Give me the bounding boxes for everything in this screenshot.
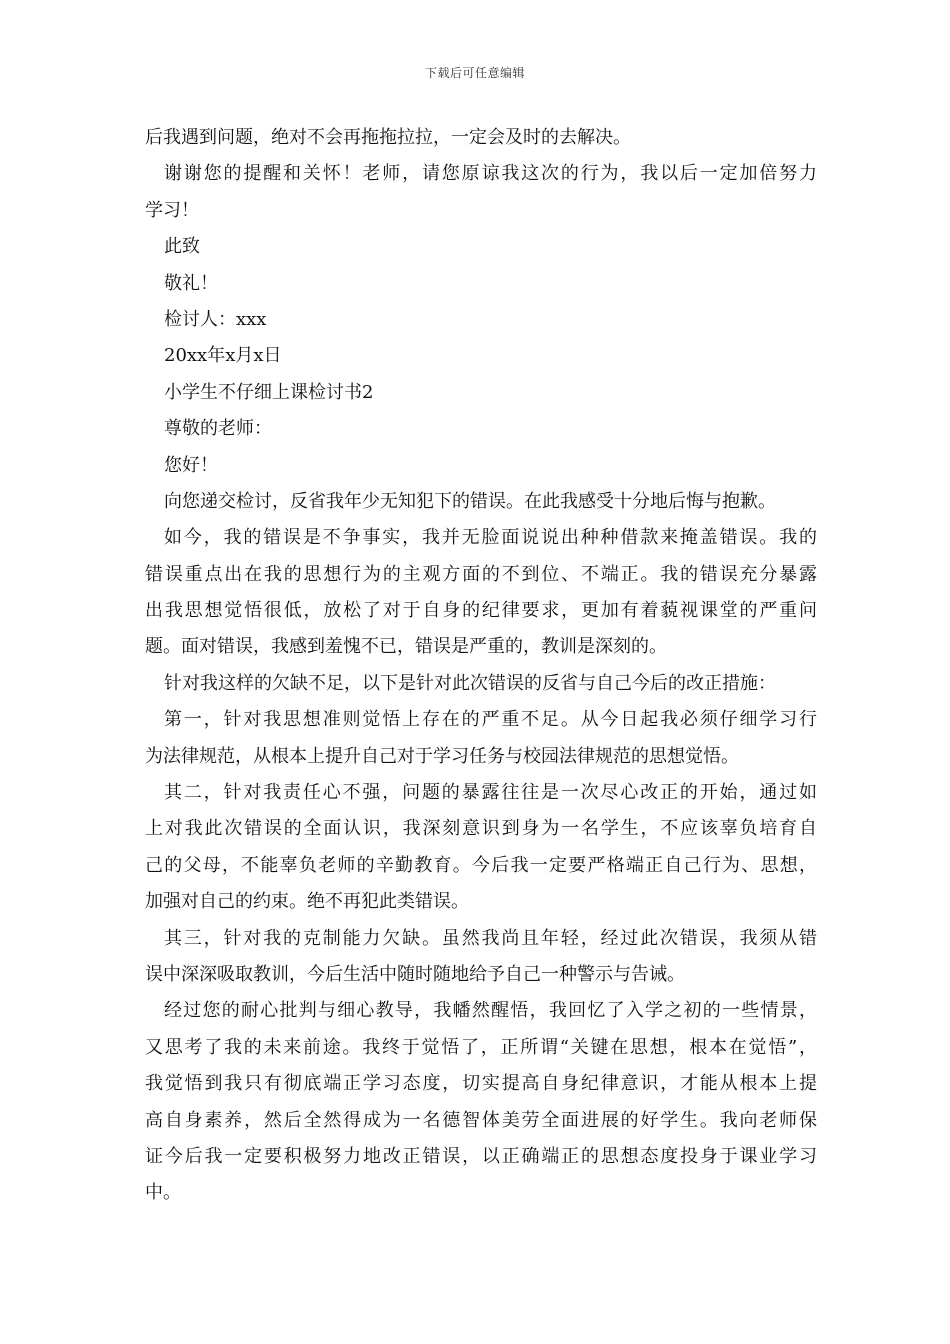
text-line: 证今后我一定要积极努力地改正错误，以正确端正的思想态度投身于课业学习 — [145, 1145, 817, 1167]
text-line: 第一，针对我思想准则觉悟上存在的严重不足。从今日起我必须仔细学习行 — [164, 709, 817, 731]
text-line: 此致 — [164, 236, 200, 258]
text-line: 为法律规范，从根本上提升自己对于学习任务与校园法律规范的思想觉悟。 — [145, 745, 739, 767]
text-line: 敬礼！ — [164, 272, 218, 294]
text-line: 针对我这样的欠缺不足，以下是针对此次错误的反省与自己今后的改正措施： — [164, 672, 776, 694]
text-line: 检讨人：xxx — [164, 308, 267, 330]
text-line: 其三，针对我的克制能力欠缺。虽然我尚且年轻，经过此次错误，我须从错 — [164, 927, 817, 949]
text-line: 向您递交检讨，反省我年少无知犯下的错误。在此我感受十分地后悔与抱歉。 — [164, 490, 776, 512]
text-line: 出我思想觉悟很低，放松了对于自身的纪律要求，更加有着藐视课堂的严重问 — [145, 600, 817, 622]
text-line: 又思考了我的未来前途。我终于觉悟了，正所谓“关键在思想，根本在觉悟”， — [145, 1036, 817, 1058]
text-line: 其二，针对我责任心不强，问题的暴露往往是一次尽心改正的开始，通过如 — [164, 782, 817, 804]
text-line: 尊敬的老师： — [164, 418, 272, 440]
text-line: 小学生不仔细上课检讨书2 — [164, 381, 374, 403]
text-line: 高自身素养，然后全然得成为一名德智体美劳全面进展的好学生。我向老师保 — [145, 1109, 817, 1131]
text-line: 20xx年x月x日 — [164, 345, 282, 367]
text-line: 错误重点出在我的思想行为的主观方面的不到位、不端正。我的错误充分暴露 — [145, 563, 817, 585]
text-line: 谢谢您的提醒和关怀！老师，请您原谅我这次的行为，我以后一定加倍努力 — [164, 163, 817, 185]
text-line: 误中深深吸取教训，今后生活中随时随地给予自己一种警示与告诫。 — [145, 963, 685, 985]
text-line: 经过您的耐心批判与细心教导，我幡然醒悟，我回忆了入学之初的一些情景， — [164, 1000, 817, 1022]
text-line: 上对我此次错误的全面认识，我深刻意识到身为一名学生，不应该辜负培育自 — [145, 818, 817, 840]
text-line: 我觉悟到我只有彻底端正学习态度，切实提高自身纪律意识，才能从根本上提 — [145, 1073, 817, 1095]
header-note: 下载后可任意编辑 — [424, 66, 525, 80]
text-line: 中。 — [145, 1182, 181, 1204]
text-line: 己的父母，不能辜负老师的辛勤教育。今后我一定要严格端正自己行为、思想， — [145, 854, 817, 876]
document-body — [145, 120, 817, 1212]
text-line: 题。面对错误，我感到羞愧不已，错误是严重的，教训是深刻的。 — [145, 636, 667, 658]
text-line: 后我遇到问题，绝对不会再拖拖拉拉，一定会及时的去解决。 — [145, 127, 631, 148]
text-line: 加强对自己的约束。绝不再犯此类错误。 — [145, 891, 469, 913]
text-line: 您好！ — [164, 454, 218, 476]
text-line: 如今，我的错误是不争事实，我并无脸面说说出种种借款来掩盖错误。我的 — [164, 527, 817, 549]
text-line: 学习！ — [145, 199, 199, 221]
